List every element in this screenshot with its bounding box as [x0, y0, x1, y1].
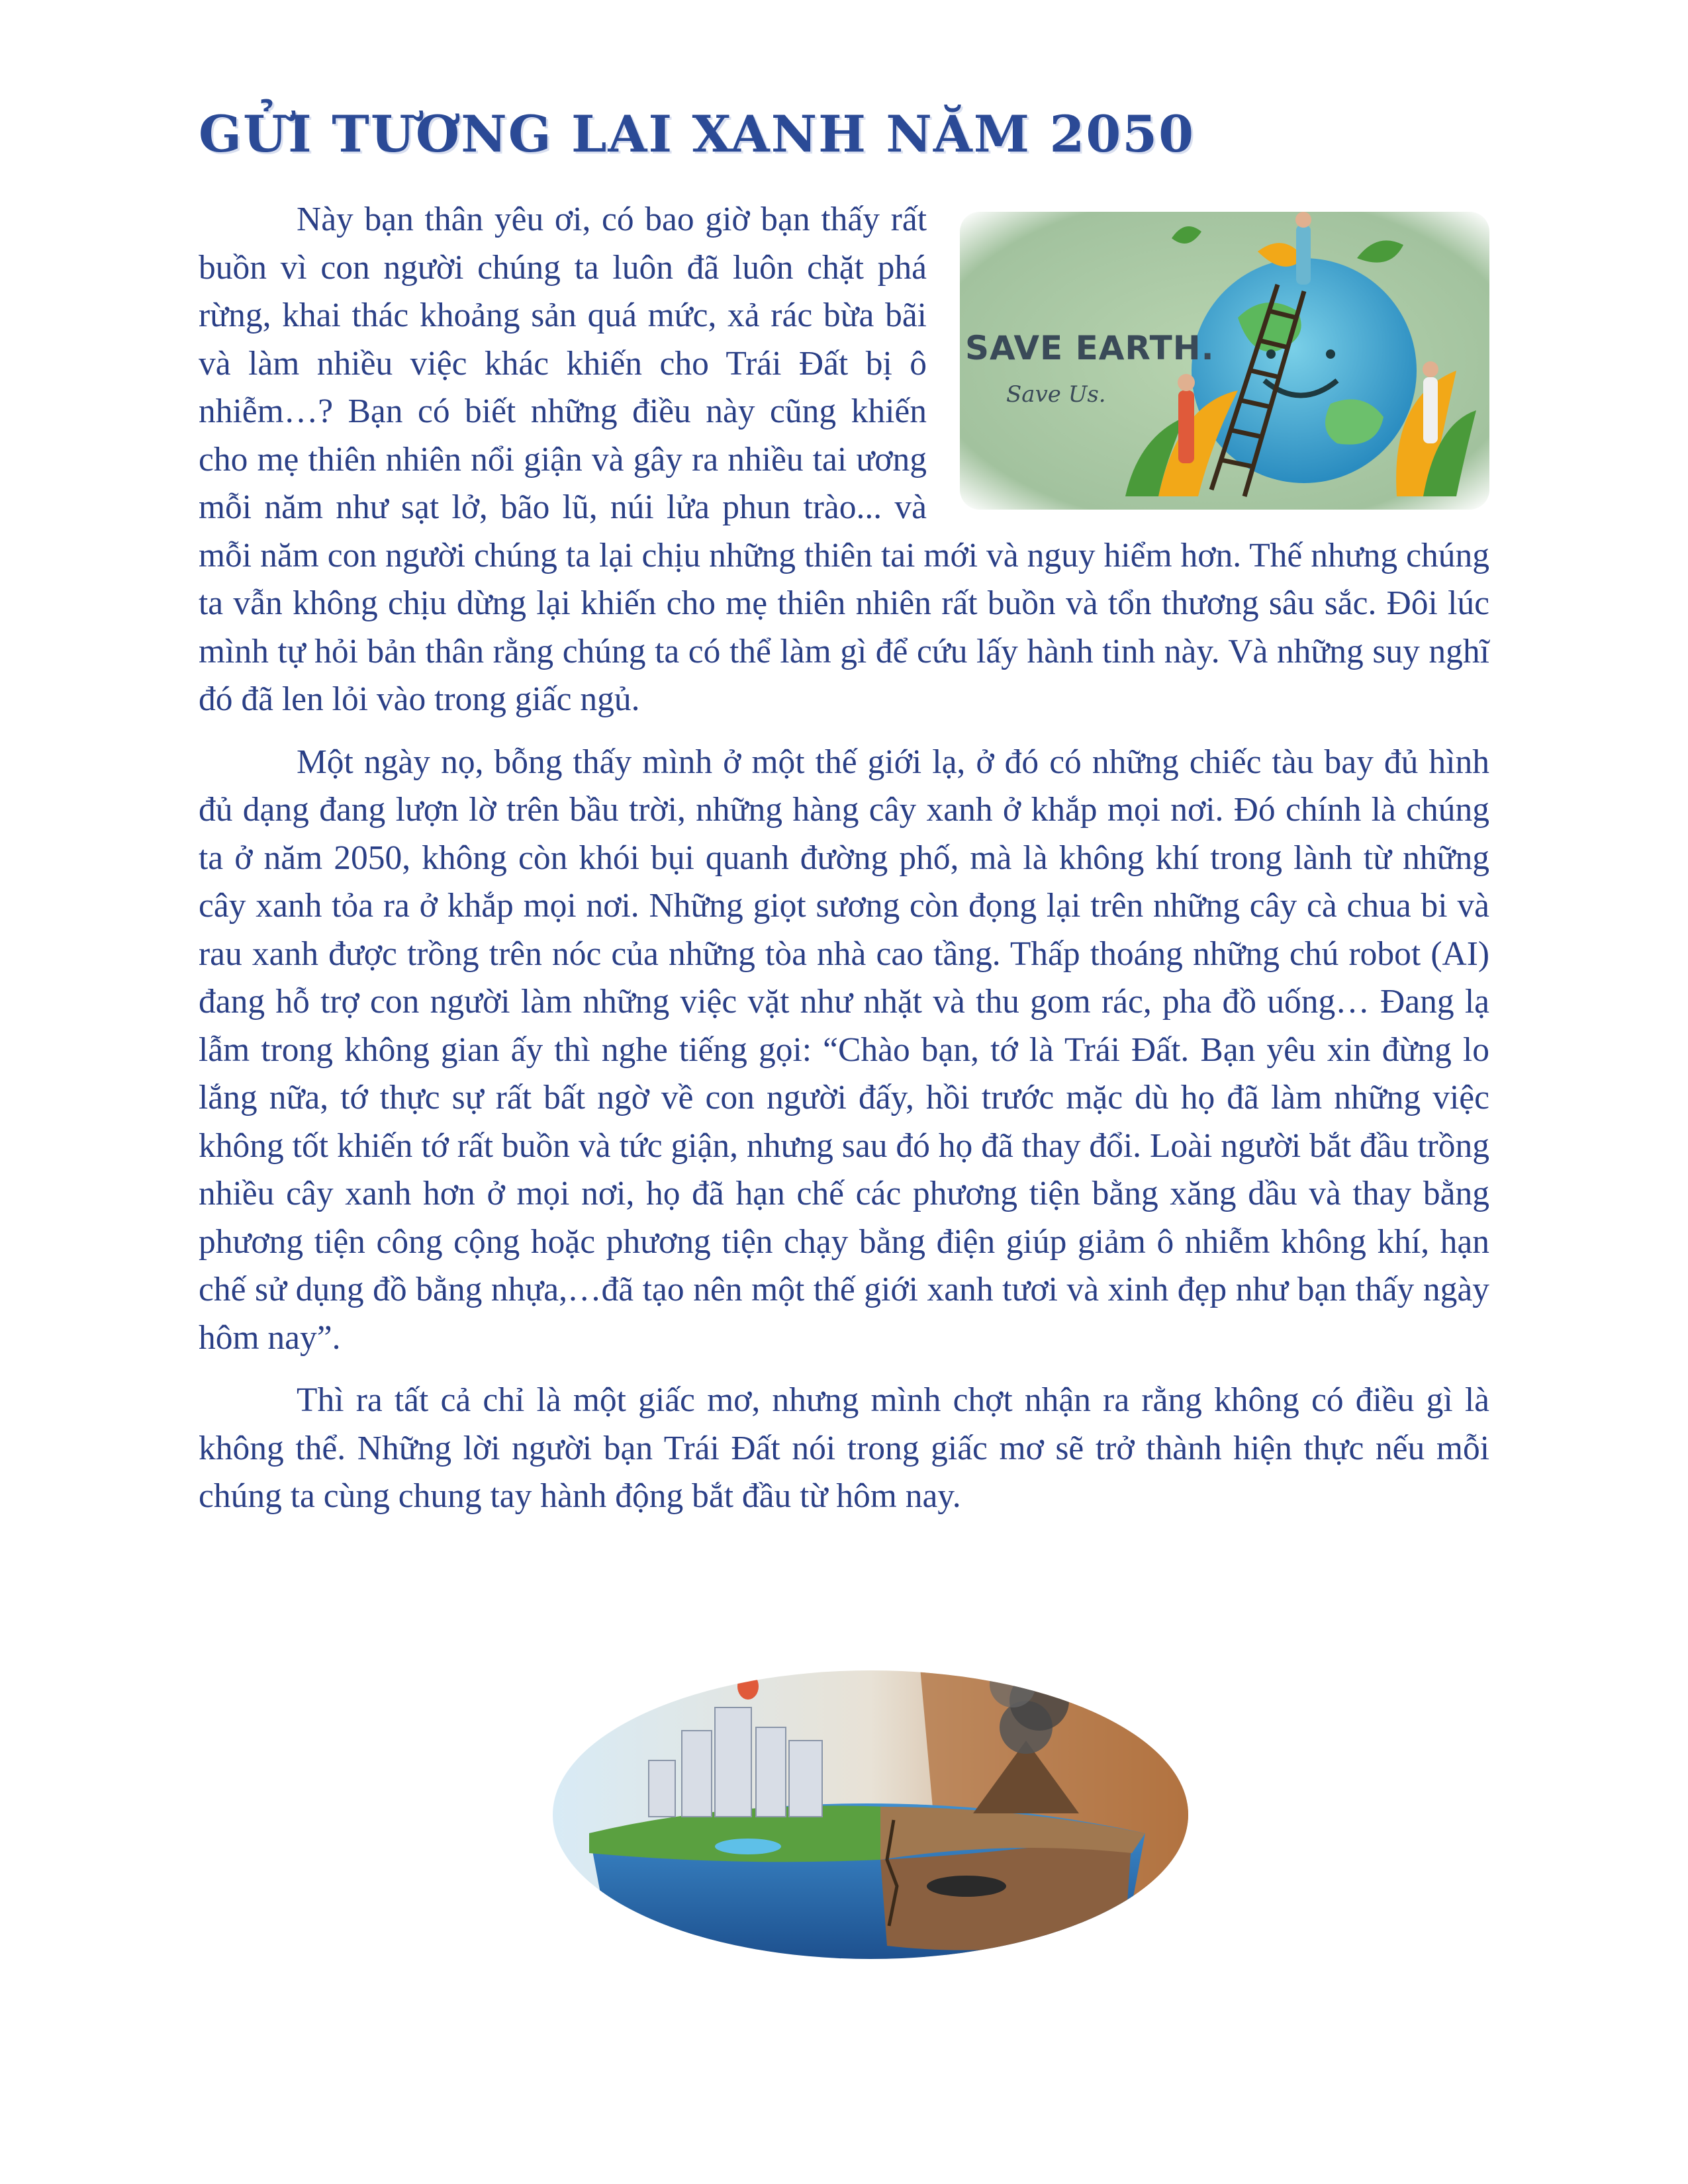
paragraph-2: Một ngày nọ, bỗng thấy mình ở một thế giới lạ, ở đó có những chiếc tàu bay đủ hình đủ dạng đang lượn lờ trên bầu trời, những hàng cây xanh ở khắp mọi nơi. Đó chính là chúng ta ở năm 2050, không còn khói bụi quanh đường phố, mà là không khí trong lành từ những cây xanh tỏa ra ở khắp mọi nơi. Những giọt sương còn đọng lại trên những cây cà chua bi và rau xanh được trồng trên nóc của những tòa nhà cao tầng. Thấp thoáng những chú robot (AI) đang hỗ trợ con người làm những việc vặt như nhặt và thu gom rác, pha đồ uống… Đang lạ lẫm trong không gian ấy thì nghe tiếng gọi: “Chào bạn, tớ là Trái Đất. Bạn yêu xin đừng lo lắng nữa, tớ thực sự rất bất ngờ về con người đấy, hồi trước mặc dù họ đã làm những việc không tốt khiến tớ rất buồn và tức giận, nhưng sau đó họ đã thay đổi. Loài người bắt đầu trồng nhiều cây xanh hơn ở mọi nơi, họ đã hạn chế các phương tiện bằng xăng dầu và thay bằng phương tiện công cộng hoặc phương tiện chạy bằng điện giúp giảm ô nhiễm không khí, hạn chế sử dụng đồ bằng nhựa,…đã tạo nên một thế giới xanh tươi và xinh đẹp như bạn thấy ngày hôm nay”. [199, 743, 1489, 1357]
split-earth-illustration [549, 1668, 1192, 1962]
save-earth-headline: SAVE EARTH. [965, 329, 1215, 367]
article-body [199, 196, 1489, 1535]
save-us-tagline: Save Us. [1006, 381, 1106, 408]
save-earth-illustration [960, 212, 1489, 510]
paragraph-3: Thì ra tất cả chỉ là một giấc mơ, nhưng mình chợt nhận ra rằng không có điều gì là không thể. Những lời người bạn Trái Đất nói trong giấc mơ sẽ trở thành hiện thực nếu mỗi chúng ta cùng chung tay hành động bắt đầu từ hôm nay. [199, 1381, 1489, 1515]
split-earth-icon [549, 1668, 1192, 1962]
page-title: GỬI TƯƠNG LAI XANH NĂM 2050 [199, 105, 1195, 163]
paragraph-1: Này bạn thân yêu ơi, có bao giờ bạn thấy rất buồn vì con người chúng ta luôn đã luôn chặt phá rừng, khai thác khoảng sản quá mức, xả rác bừa bãi và làm nhiều việc khác khiến cho Trái Đất bị ô nhiễm…? Bạn có biết những điều này cũng khiến cho mẹ thiên nhiên nổi giận và gây ra nhiều tai ương mỗi năm như sạt lở, bão lũ, núi lửa phun trào... và mỗi năm con người chúng ta lại chịu những thiên tai mới và nguy hiểm hơn. Thế nhưng chúng ta vẫn không chịu dừng lại khiến cho mẹ thiên nhiên rất buồn và tổn thương sâu sắc. Đôi lúc mình tự hỏi bản thân rằng chúng ta có thể làm gì để cứu lấy hành tinh này. Và những suy nghĩ đó đã len lỏi vào trong giấc ngủ. [199, 201, 1489, 718]
